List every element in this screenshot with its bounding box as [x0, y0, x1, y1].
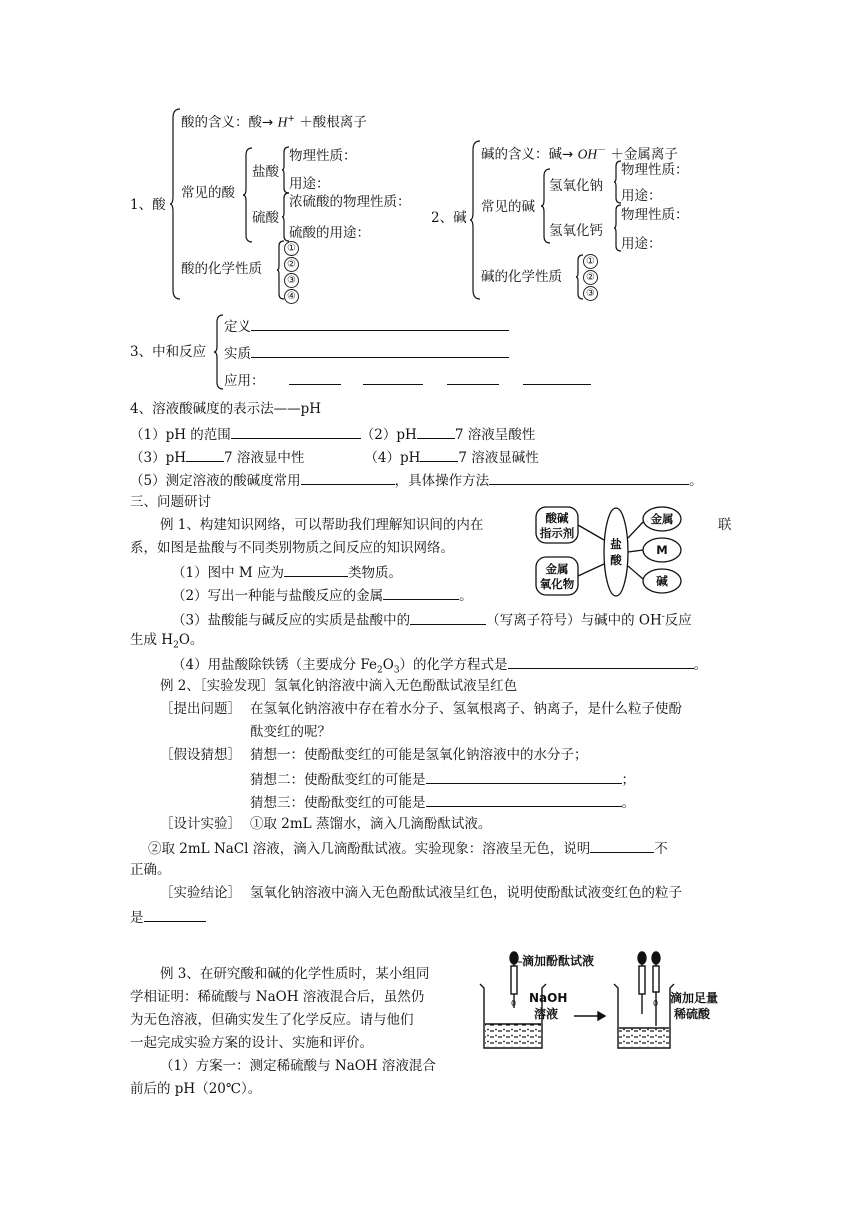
ex3-line-2: 学相证明：稀硫酸与 NaOH 溶液混合后，虽然仍	[130, 989, 425, 1005]
acid-number: 1、酸	[130, 197, 166, 213]
ex2-question-1: 在氢氧化钠溶液中存在着水分子、氢氧根离子、钠离子，是什么粒子使酚	[250, 701, 682, 717]
drop-phenolphthalein-label: 滴加酚酞试液	[522, 954, 595, 968]
indicator-line-2: 指示剂	[539, 526, 575, 540]
ex3-line-6: 前后的 pH（20℃）。	[130, 1081, 262, 1097]
neutral-essence: 实质	[224, 343, 509, 363]
ex2-conclusion-1: 氢氧化钠溶液中滴入无色酚酞试液呈红色，说明使酚酞试液变红色的粒子	[250, 885, 682, 901]
h2so4-use: 硫酸的用途：	[289, 225, 370, 241]
base-label: 碱	[656, 574, 668, 588]
hcl-network-diagram	[534, 500, 698, 600]
ex1-line-1-end: 联	[718, 517, 732, 533]
ex2-question-2: 酞变红的呢？	[250, 724, 331, 740]
hcl-use: 用途：	[289, 176, 330, 192]
h2so4-physical: 浓硫酸的物理性质：	[289, 194, 411, 210]
metal-label: 金属	[650, 512, 674, 526]
ex2-design-1: ①取 2mL 蒸馏水，滴入几滴酚酞试液。	[250, 816, 492, 832]
circle-2: ②	[284, 257, 299, 272]
acid-chem-label: 酸的化学性质	[181, 261, 262, 277]
acid-char-2: 酸	[610, 553, 622, 567]
naoh-use: 用途：	[621, 188, 662, 204]
ex1-line-1: 例 1、构建知识网络，可以帮助我们理解知识间的内在	[160, 517, 484, 533]
ex2-question-tag: ［提出问题］	[160, 701, 241, 717]
ex3-line-1: 例 3、在研究酸和碱的化学性质时，某小组同	[160, 966, 430, 982]
ex2-hypo-3: 猜想三：使酚酞变红的可能是 。	[250, 792, 635, 812]
acid-meaning: 酸的含义：酸→ H+ ＋酸根离子	[181, 114, 367, 131]
oxide-line-1: 金属	[545, 562, 569, 576]
beaker-right	[614, 952, 674, 1048]
circle-3: ③	[284, 273, 299, 288]
process-arrow	[574, 1012, 605, 1020]
add-acid-label-1: 滴加足量	[670, 991, 719, 1005]
ex1-q1: （1）图中 M 应为 类物质。	[172, 562, 402, 582]
ex1-line-2: 系，如图是盐酸与不同类别物质之间反应的知识网络。	[130, 540, 454, 556]
base-meaning: 碱的含义：碱→ OH－ ＋金属离子	[481, 146, 678, 163]
neutral-def: 定义	[224, 316, 509, 336]
ex3-line-5: （1）方案一：测定稀硫酸与 NaOH 溶液混合	[160, 1058, 436, 1074]
m-label: M	[656, 543, 668, 557]
ex2-design-2: ②取 2mL NaCl 溶液，滴入几滴酚酞试液。实验现象：溶液呈无色，说明 不	[148, 838, 668, 858]
ph-line-2: （3）pH 7 溶液显中性 （4）pH 7 溶液显碱性	[130, 447, 539, 467]
ex3-line-3: 为无色溶液，但确实发生了化学反应。请与他们	[130, 1012, 414, 1028]
ex1-q3-cont: 生成 $H_2O$。	[130, 632, 204, 651]
circle-1: ①	[284, 241, 299, 256]
circle-2: ②	[583, 270, 598, 285]
acid-common-brace	[243, 147, 253, 243]
ex2-design-tag: ［设计实验］	[160, 816, 241, 832]
ex1-q4: （4）用盐酸除铁锈（主要成分 $Fe_2O_3$）的化学方程式是 。	[172, 654, 707, 680]
oxide-line-2: 氧化物	[539, 577, 575, 591]
base-chem-list	[583, 254, 598, 302]
ph-line-3: （5）测定溶液的酸碱度常用 ，具体操作方法 。	[130, 470, 703, 490]
base-chem-label: 碱的化学性质	[481, 269, 562, 285]
naoh-label-2: 溶液	[534, 1007, 559, 1021]
ex2-design-3: 正确。	[130, 862, 171, 878]
neutral-app: 应用：	[224, 370, 591, 390]
ex2-conclusion-2: 是	[130, 907, 206, 927]
base-number: 2、碱	[431, 210, 467, 226]
ex2-conclusion-tag: ［实验结论］	[160, 885, 241, 901]
acid-common-label: 常见的酸	[181, 185, 235, 201]
add-acid-label-2: 稀硫酸	[674, 1007, 711, 1021]
beaker-experiment-figure	[474, 944, 740, 1054]
neutral-brace	[214, 314, 224, 390]
scale-zero-left: 0	[511, 999, 517, 1008]
ph-title: 4、溶液酸碱度的表示法——pH	[130, 401, 322, 417]
indicator-line-1: 酸碱	[545, 511, 569, 525]
acid-chem-list	[284, 241, 299, 305]
scale-zero-right: 0	[653, 999, 659, 1008]
caoh-use: 用途：	[621, 236, 662, 252]
ex2-hypo-2: 猜想二：使酚酞变红的可能是 ；	[250, 769, 635, 789]
ex1-q2: （2）写出一种能与盐酸反应的金属 。	[172, 585, 473, 605]
section-title: 三、问题研讨	[130, 494, 211, 510]
caoh-physical: 物理性质：	[621, 207, 689, 223]
ex2-hypo-1: 猜想一：使酚酞变红的可能是氢氧化钠溶液中的水分子；	[250, 747, 588, 763]
circle-4: ④	[284, 289, 299, 304]
naoh-label: 氢氧化钠	[549, 178, 603, 194]
caoh-label: 氢氧化钙	[549, 223, 603, 239]
naoh-physical: 物理性质：	[621, 162, 689, 178]
ph-line-1: （1）pH 的范围 （2）pH 7 溶液呈酸性	[130, 424, 535, 444]
circle-1: ①	[583, 254, 598, 269]
hcl-label: 盐酸	[252, 164, 279, 180]
acid-char-1: 盐	[610, 537, 622, 551]
acid-ellipse	[604, 508, 628, 596]
ex2-hypo-tag: ［假设猜想］	[160, 747, 241, 763]
ex3-line-4: 一起完成实验方案的设计、实施和评价。	[130, 1035, 373, 1051]
naoh-label-1: NaOH	[529, 991, 568, 1005]
h2so4-label: 硫酸	[252, 210, 279, 226]
ex1-q3: （3）盐酸能与碱反应的实质是盐酸中的 （写离子符号）与碱中的 OH-反应	[172, 608, 692, 630]
base-common-label: 常见的碱	[481, 199, 535, 215]
hcl-physical: 物理性质：	[289, 148, 357, 164]
neutral-number: 3、中和反应	[130, 344, 207, 360]
circle-3: ③	[583, 286, 598, 301]
ex2-title: 例 2、［实验发现］氢氧化钠溶液中滴入无色酚酞试液呈红色	[160, 678, 518, 694]
